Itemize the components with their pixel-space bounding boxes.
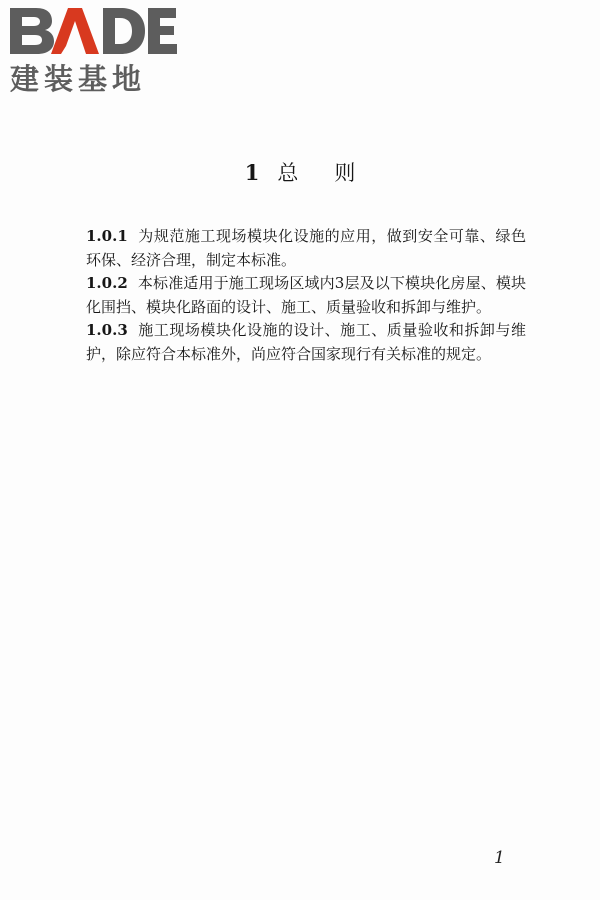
- clause-text: 为规范施工现场模块化设施的应用，做到安全可靠、绿色环保、经济合理，制定本标准。: [86, 227, 526, 269]
- bade-wordmark-logo: [8, 4, 178, 56]
- chapter-title-part2: 则: [334, 161, 356, 185]
- clause-number: 1.0.3: [86, 321, 128, 339]
- logo-chinese-text: 建装基地: [10, 62, 147, 96]
- page-number: 1: [494, 848, 505, 868]
- chapter-title: [0, 158, 600, 188]
- clause-list: [86, 225, 526, 366]
- chapter-title-part1: 总: [277, 161, 299, 185]
- clause-number: 1.0.2: [86, 274, 128, 292]
- clause-text: 本标准适用于施工现场区域内3层及以下模块化房屋、模块化围挡、模块化路面的设计、施工、质量验收和拆卸与维护。: [86, 274, 526, 316]
- clause-text: 施工现场模块化设施的设计、施工、质量验收和拆卸与维护，除应符合本标准外，尚应符合国家现行有关标准的规定。: [86, 321, 526, 363]
- clause-item: [86, 225, 526, 272]
- clause-item: [86, 272, 526, 319]
- clause-number: 1.0.1: [86, 227, 128, 245]
- chapter-number: 1: [244, 160, 260, 185]
- clause-item: [86, 319, 526, 366]
- bade-logo: [8, 4, 178, 96]
